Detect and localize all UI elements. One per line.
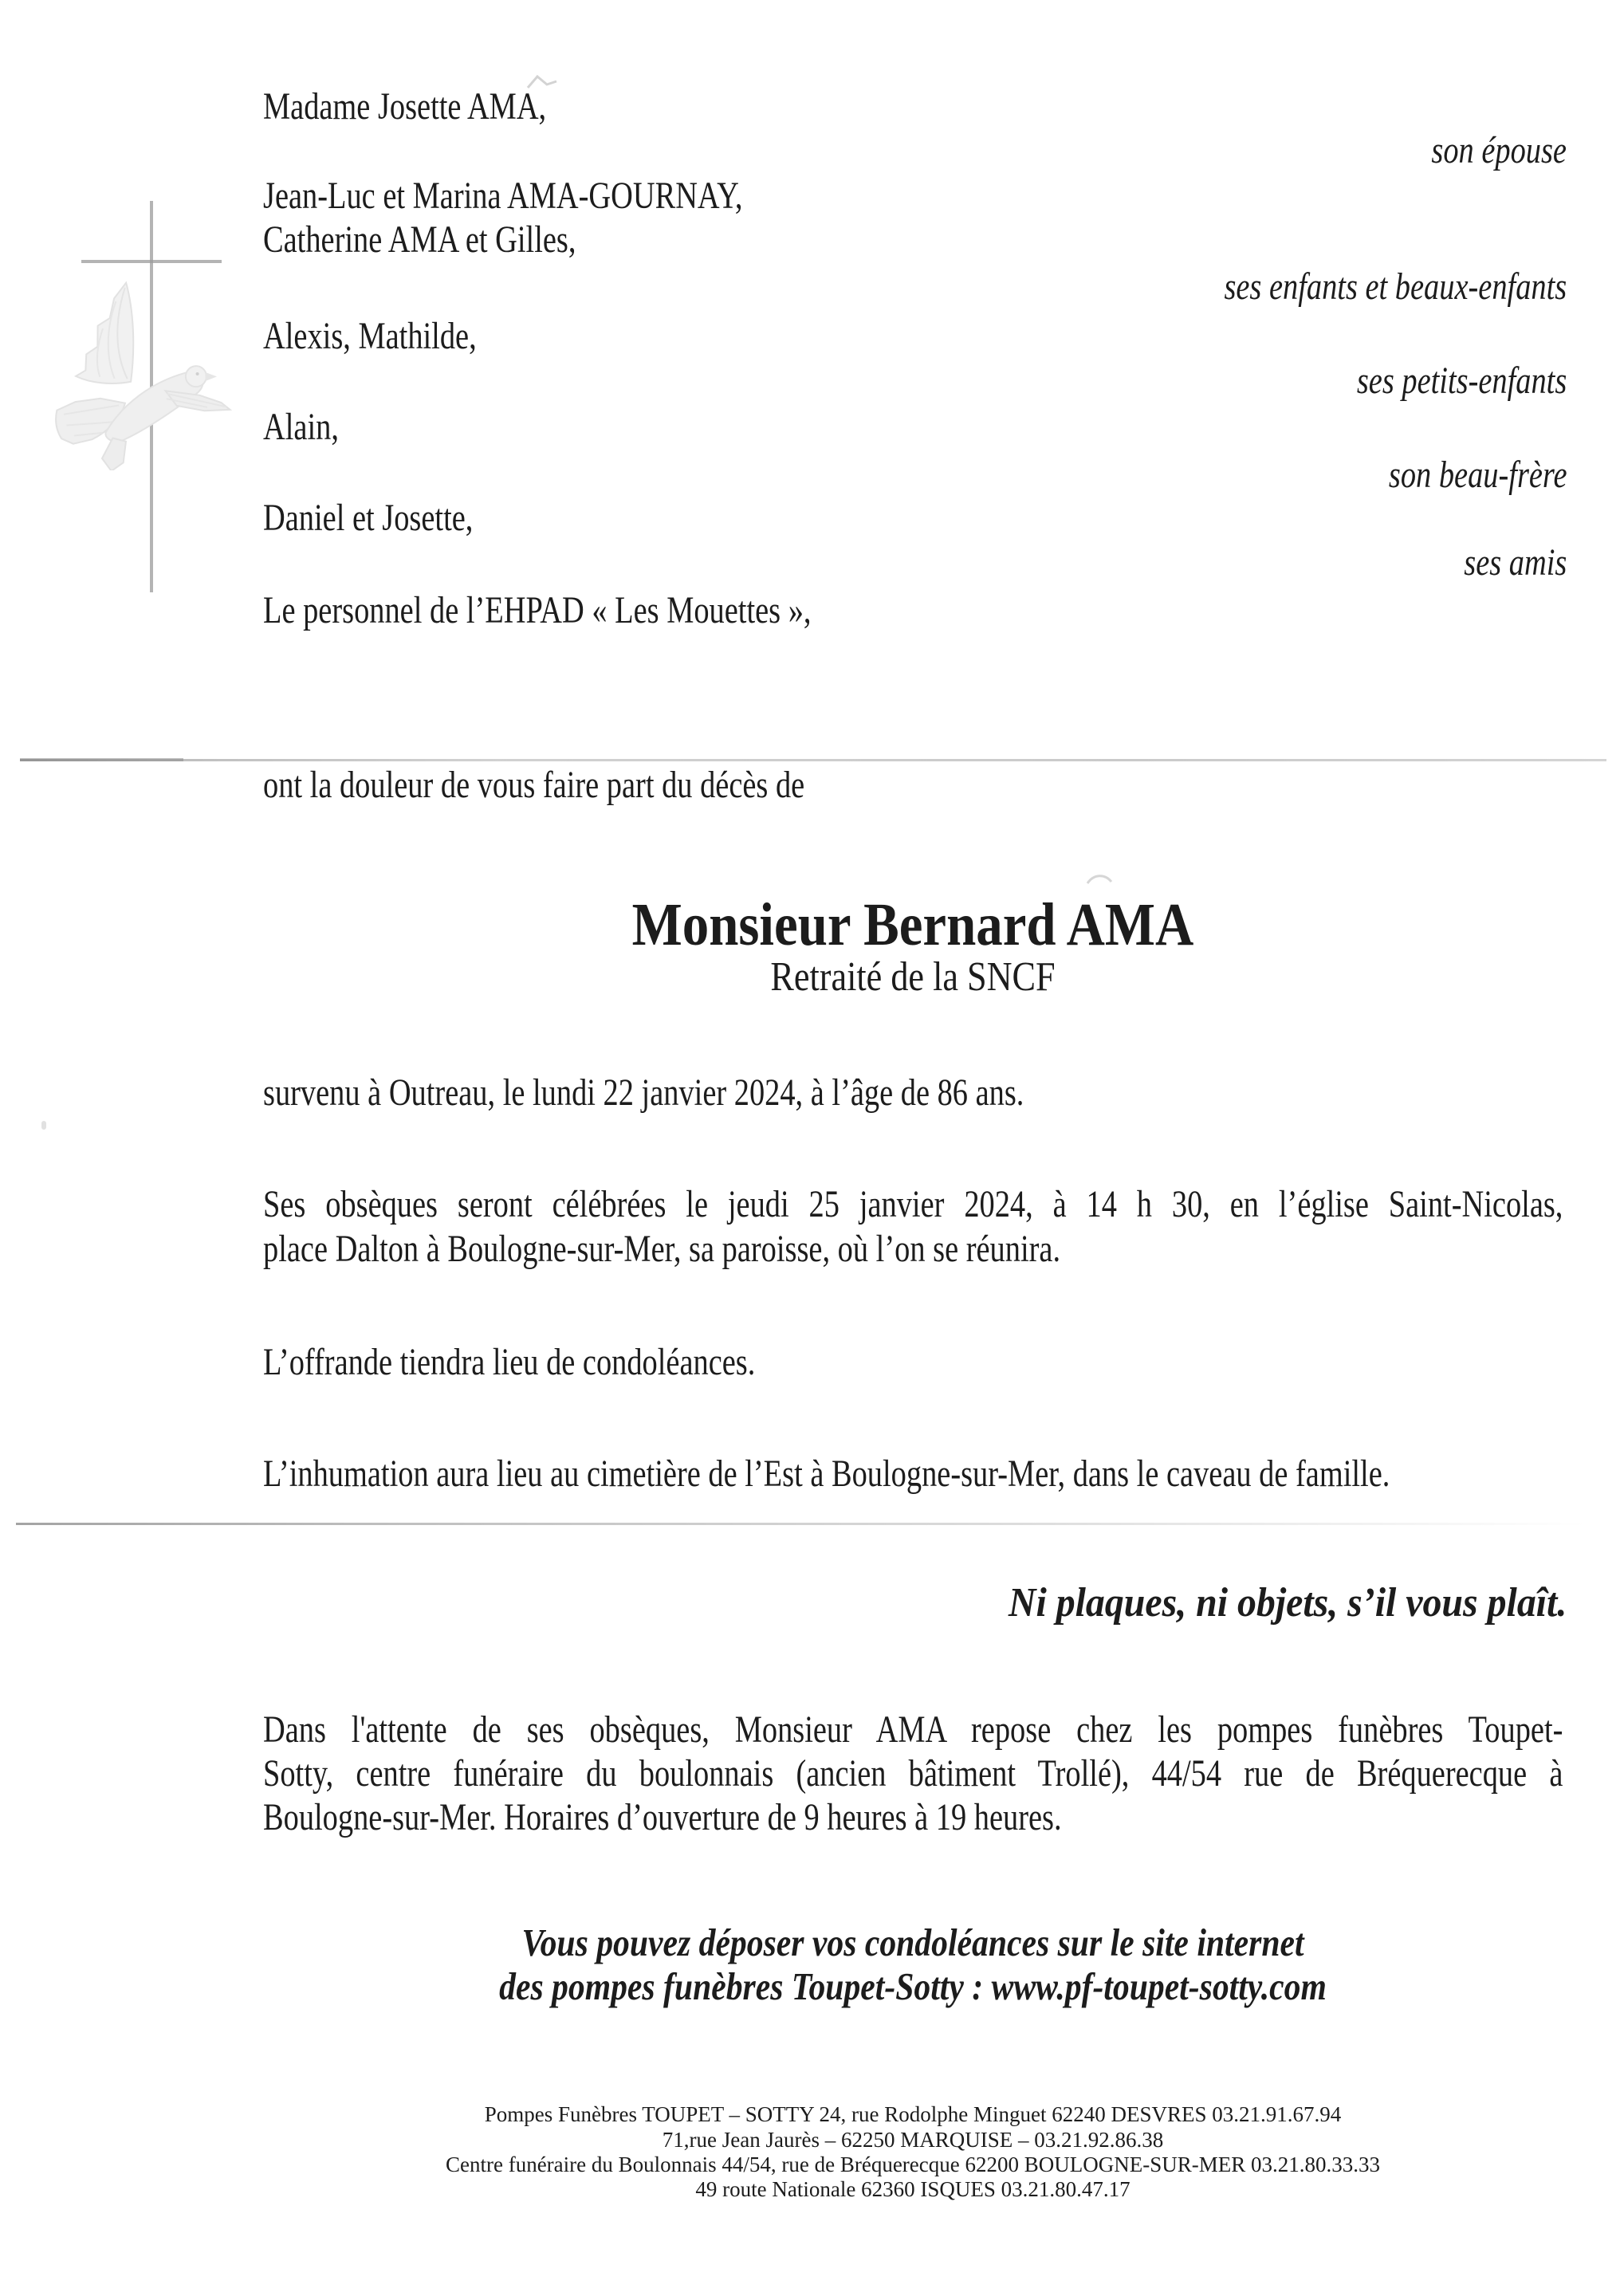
burial-line: L’inhumation aura lieu au cimetière de l’Est à Boulogne-sur-Mer, dans le caveau de famille. [263,1453,1390,1495]
relation-label: son épouse [1431,129,1567,171]
offering-line: L’offrande tiendra lieu de condoléances. [263,1341,756,1383]
relation-label: ses amis [1463,541,1567,584]
relation-label: ses enfants et beaux-enfants [1224,265,1567,308]
relation-label: son beau-frère [1388,454,1567,496]
repose-line: Dans l'attente de ses obsèques, Monsieur AMA repose chez les pompes funèbres Toupet- [263,1708,1563,1751]
funeral-line: place Dalton à Boulogne-sur-Mer, sa paroisse, où l’on se réunira. [263,1228,1061,1270]
pencil-mark [1086,872,1113,887]
dove-icon [44,275,243,470]
repose-line: Boulogne-sur-Mer. Horaires d’ouverture de 9 heures à 19 heures. [263,1796,1062,1838]
scan-speck [41,1121,46,1130]
family-line: Le personnel de l’EHPAD « Les Mouettes », [263,589,812,631]
relation-label: ses petits-enfants [1356,360,1567,402]
family-line: Madame Josette AMA, [263,85,547,128]
footer-address-line: 71,rue Jean Jaurès – 62250 MARQUISE – 03.21.92.86.38 [662,2128,1164,2152]
scan-streak [16,1523,1587,1525]
family-line: Jean-Luc et Marina AMA-GOURNAY, [263,175,743,217]
footer-address-line: Pompes Funèbres TOUPET – SOTTY 24, rue Rodolphe Minguet 62240 DESVRES 03.21.91.67.94 [484,2102,1342,2126]
family-line: Catherine AMA et Gilles, [263,218,576,261]
footer-address-line: Centre funéraire du Boulonnais 44/54, rue de Bréquerecque 62200 BOULOGNE-SUR-MER 03.21.80.33.33 [445,2152,1381,2176]
request-line: Ni plaques, ni objets, s’il vous plaît. [1008,1580,1567,1626]
cross-icon-bar [81,260,222,263]
death-line: survenu à Outreau, le lundi 22 janvier 2024, à l’âge de 86 ans. [263,1071,1024,1114]
family-line: Daniel et Josette, [263,497,474,539]
condolences-line: des pompes funèbres Toupet-Sotty : www.pf-toupet-sotty.com [499,1964,1327,2008]
deceased-name: Monsieur Bernard AMA [631,891,1194,958]
footer-address-line: 49 route Nationale 62360 ISQUES 03.21.80.47.17 [695,2177,1131,2201]
intro-line: ont la douleur de vous faire part du décès de [263,764,805,806]
scan-streak [20,758,183,761]
funeral-line: Ses obsèques seront célébrées le jeudi 25 janvier 2024, à 14 h 30, en l’église Saint-Nicolas, [263,1183,1563,1225]
family-line: Alain, [263,406,339,448]
family-line: Alexis, Mathilde, [263,315,477,357]
repose-line: Sotty, centre funéraire du boulonnais (ancien bâtiment Trollé), 44/54 rue de Bréquerecque à [263,1752,1563,1795]
condolences-line: Vous pouvez déposer vos condoléances sur le site internet [521,1921,1304,1964]
scan-streak [20,759,1606,761]
deceased-subtitle: Retraité de la SNCF [770,954,1056,1000]
